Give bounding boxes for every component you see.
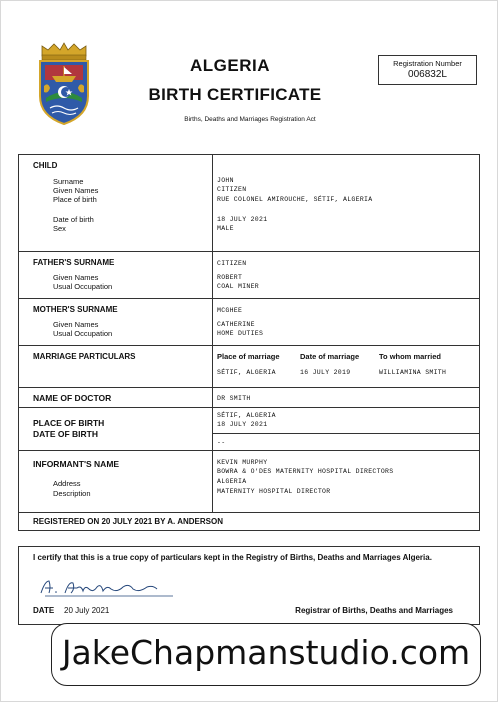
child-section-label: CHILD [33,161,58,170]
certification-box [18,546,480,625]
birth-extra-value: -- [217,439,226,446]
certification-date-label: DATE [33,606,55,615]
informant-organisation-value: BOWRA & O'DES MATERNITY HOSPITAL DIRECTORS [217,468,394,475]
father-section-label: FATHER'S SURNAME [33,258,115,267]
date-of-birth-value: 18 JULY 2021 [217,421,268,428]
child-place-of-birth-label: Place of birth [53,195,97,204]
watermark-banner [51,623,481,686]
marriage-section-label: MARRIAGE PARTICULARS [33,352,136,361]
registered-statement: REGISTERED ON 20 JULY 2021 BY A. ANDERSON [33,517,223,526]
document-subtitle: Births, Deaths and Marriages Registration Act [184,116,316,123]
watermark-text: JakeChapmanstudio.com [61,633,471,672]
child-surname-label: Surname [53,177,84,186]
mother-occupation-label: Usual Occupation [53,329,113,338]
father-given-names-label: Given Names [53,273,99,282]
certification-date-value: 20 July 2021 [64,606,110,615]
child-given-names-value: CITIZEN [217,186,247,193]
father-surname-value: CITIZEN [217,260,247,267]
child-sex-label: Sex [53,224,66,233]
marriage-date-value: 16 JULY 2019 [300,369,351,376]
child-surname-value: JOHN [217,177,234,184]
doctor-section [19,388,479,408]
father-section [19,252,479,299]
marriage-whom-header: To whom married [379,352,441,361]
child-section [19,155,479,252]
mother-section-label: MOTHER'S SURNAME [33,305,118,314]
child-date-of-birth-value: 18 JULY 2021 [217,216,268,223]
informant-name-value: KEVIN MURPHY [217,459,268,466]
child-sex-value: MALE [217,225,234,232]
informant-description-value: MATERNITY HOSPITAL DIRECTOR [217,488,331,495]
mother-section [19,299,479,346]
mother-surname-value: MCGHEE [217,307,243,314]
informant-section [19,451,479,513]
doctor-name-value: DR SMITH [217,395,251,402]
registered-section [19,513,479,531]
informant-description-label: Description [53,489,91,498]
birth-section [19,408,479,451]
child-date-of-birth-label: Date of birth [53,215,94,224]
place-of-birth-label: PLACE OF BIRTH [33,418,105,428]
child-place-of-birth-value: RUE COLONEL AMIROUCHE, SÉTIF, ALGERIA [217,196,373,203]
father-occupation-value: COAL MINER [217,283,260,290]
mother-given-names-value: CATHERINE [217,321,255,328]
mother-occupation-value: HOME DUTIES [217,330,264,337]
father-occupation-label: Usual Occupation [53,282,113,291]
marriage-whom-value: WILLIAMINA SMITH [379,369,447,376]
informant-address-label: Address [53,479,81,488]
certification-statement: I certify that this is a true copy of particulars kept in the Registry of Births, Deaths and Marriages Algeria. [33,553,432,562]
particulars-table [18,154,480,531]
date-of-birth-label: DATE OF BIRTH [33,429,99,439]
marriage-place-value: SÉTIF, ALGERIA [217,369,276,376]
registration-number-label: Registration Number [393,59,462,68]
father-given-names-value: ROBERT [217,274,243,281]
registration-number-value: 006832L [408,69,447,80]
registrar-title: Registrar of Births, Deaths and Marriages [295,606,453,615]
marriage-place-header: Place of marriage [217,352,280,361]
signature-icon [37,577,177,599]
informant-section-label: INFORMANT'S NAME [33,459,120,469]
doctor-section-label: NAME OF DOCTOR [33,393,112,403]
informant-address-value: ALGERIA [217,478,247,485]
marriage-section [19,346,479,388]
child-given-names-label: Given Names [53,186,99,195]
registration-number-box [378,55,477,85]
document-title: BIRTH CERTIFICATE [148,85,322,104]
place-of-birth-value: SÉTIF, ALGERIA [217,412,276,419]
document-title-country: ALGERIA [190,56,270,75]
marriage-date-header: Date of marriage [300,352,360,361]
coat-of-arms-icon [36,42,92,126]
mother-given-names-label: Given Names [53,320,99,329]
